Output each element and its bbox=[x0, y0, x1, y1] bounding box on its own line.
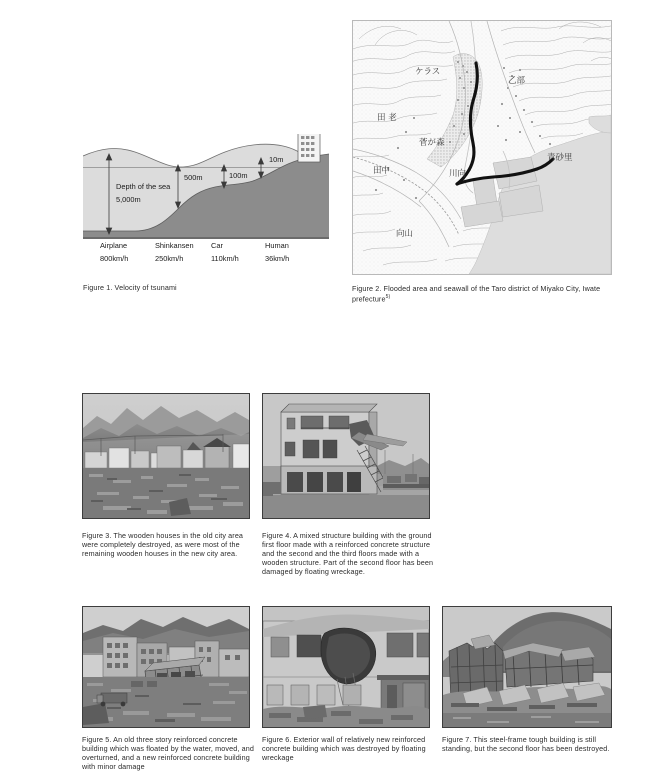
map-label-mukaiyama: 向山 bbox=[396, 229, 414, 239]
map-label-tanaka: 田中 bbox=[373, 166, 391, 176]
speed-name-human: Human bbox=[265, 241, 289, 250]
speed-value-car: 110km/h bbox=[211, 254, 239, 263]
map-label-taro: 田 老 bbox=[377, 113, 397, 123]
figure-1-diagram bbox=[83, 134, 329, 239]
figure-4-caption: Figure 4. A mixed structure building with the ground first floor made with a reinforced concrete structure and the second and the third floors made with a wooden structure. Part of the second floor has been damaged by floating wreckage. bbox=[262, 531, 434, 577]
road bbox=[263, 494, 429, 518]
figure-5-photo bbox=[82, 606, 250, 728]
depth-label-500: 500m bbox=[184, 173, 203, 182]
figure-3-caption: Figure 3. The wooden houses in the old city area were completely destroyed, as were most of the remaining wooden houses in the new city area. bbox=[82, 531, 244, 559]
depth-label-line2: 5,000m bbox=[116, 195, 141, 204]
figure-2-caption-line1: Figure 2. Flooded area and seawall of the Taro district of Miyako City, bbox=[352, 284, 581, 293]
figure-1-caption: Figure 1. Velocity of tsunami bbox=[83, 283, 177, 292]
speed-name-shinkansen: Shinkansen bbox=[155, 241, 194, 250]
speed-value-shinkansen: 250km/h bbox=[155, 254, 184, 263]
figure-6-caption: Figure 6. Exterior wall of relatively new reinforced concrete building which was destroyed by floating wreckage bbox=[262, 735, 426, 763]
map-label-aosari: 青砂里 bbox=[547, 153, 573, 163]
figure-5-photo-svg bbox=[83, 607, 249, 727]
speed-name-car: Car bbox=[211, 241, 223, 250]
figure-7-photo bbox=[442, 606, 612, 728]
figure-7-photo-svg bbox=[443, 607, 611, 727]
figure-4-photo-svg bbox=[263, 394, 429, 518]
topographic-map-svg bbox=[353, 21, 611, 274]
map-label-sugagamori: 菅が森 bbox=[419, 138, 445, 148]
building-icon bbox=[298, 134, 320, 162]
figure-7-caption: Figure 7. This steel-frame tough building is still standing, but the second floor has been destroyed. bbox=[442, 735, 610, 754]
figure-2-map bbox=[352, 20, 612, 275]
figure-3-photo-svg bbox=[83, 394, 249, 518]
figure-2-caption-ref: 5) bbox=[385, 294, 391, 301]
figure-3-photo bbox=[82, 393, 250, 519]
speed-column-shinkansen bbox=[155, 239, 194, 265]
map-label-kawamukai: 川向 bbox=[449, 169, 467, 179]
speed-column-human bbox=[265, 239, 289, 265]
depth-label-100: 100m bbox=[229, 171, 248, 180]
wreckage-right bbox=[383, 474, 429, 490]
figure-2-caption-line2: Iwate prefecture bbox=[352, 284, 601, 304]
figure-5-caption: Figure 5. An old three story reinforced concrete building which was floated by the water, moved, and overturned, and a new reinforced concrete building with minor damage bbox=[82, 735, 254, 772]
depth-label-line1: Depth of the sea bbox=[116, 182, 171, 191]
figure-6-photo-svg bbox=[263, 607, 429, 727]
map-label-kerasu: ケラス bbox=[415, 67, 441, 77]
tsunami-velocity-svg bbox=[83, 134, 329, 239]
map-label-otobe: 乙部 bbox=[508, 76, 526, 86]
foreground-road bbox=[443, 713, 611, 727]
figure-6-photo bbox=[262, 606, 430, 728]
speed-value-human: 36km/h bbox=[265, 254, 290, 263]
figure-1-speed-row bbox=[83, 239, 329, 269]
speed-column-car bbox=[211, 239, 239, 265]
debris-foreground bbox=[263, 482, 281, 496]
speed-value-airplane: 800km/h bbox=[100, 254, 129, 263]
figure-2-caption bbox=[352, 284, 614, 304]
figure-4-photo bbox=[262, 393, 430, 519]
speed-name-airplane: Airplane bbox=[100, 241, 128, 250]
speed-column-airplane bbox=[100, 239, 128, 265]
depth-label-10: 10m bbox=[269, 155, 284, 164]
